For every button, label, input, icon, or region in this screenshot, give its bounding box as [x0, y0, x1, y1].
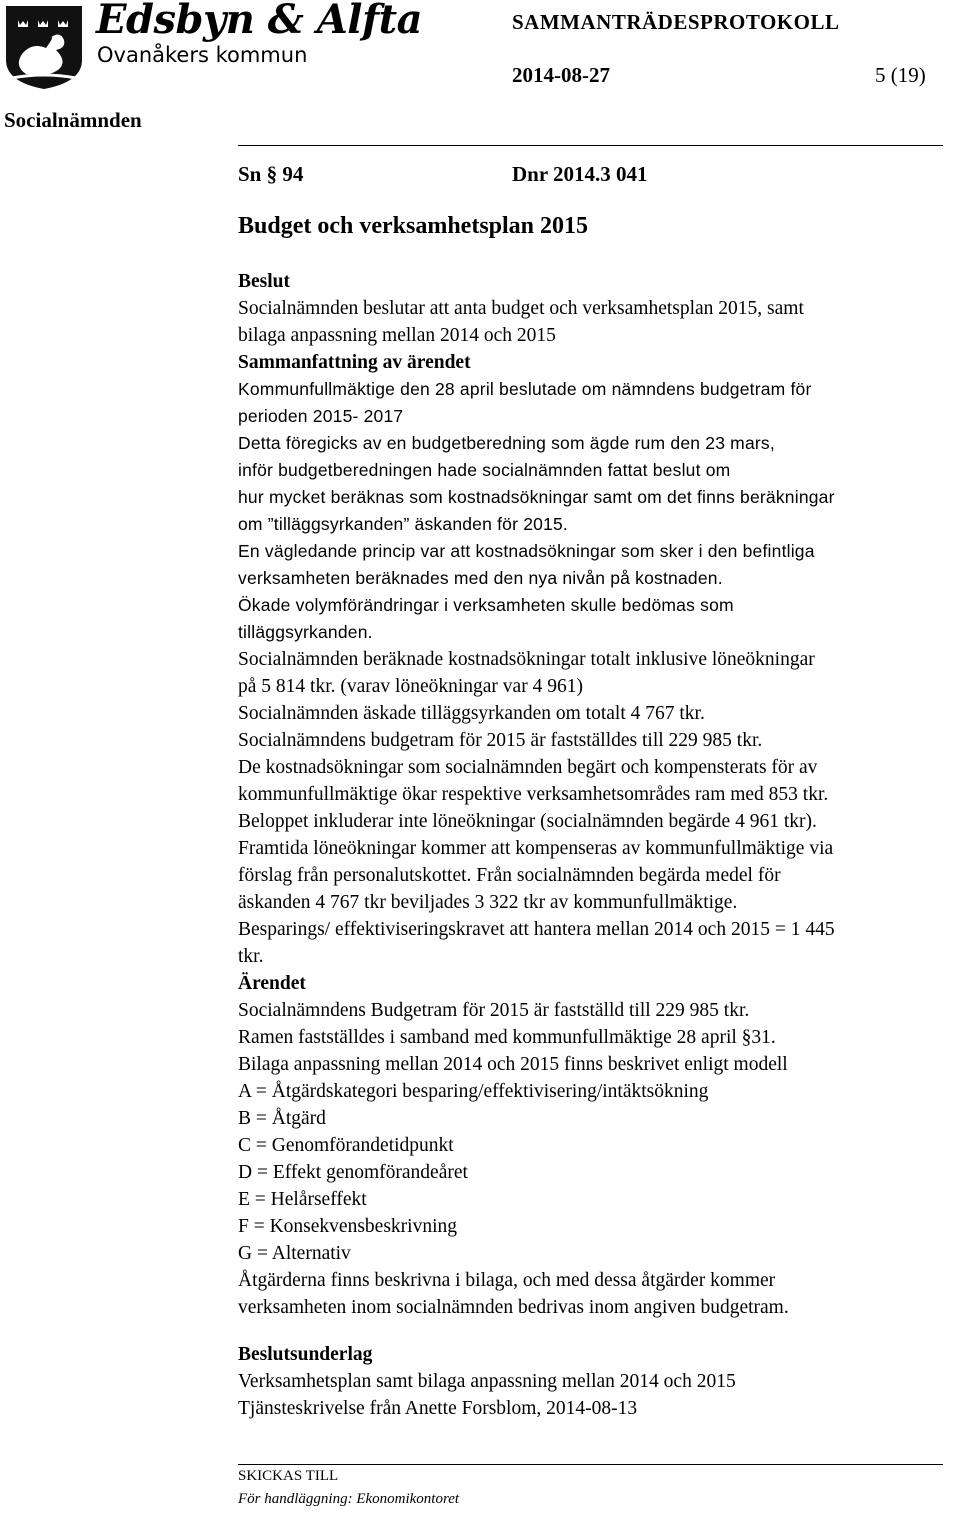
logo-name: Edsbyn & Alfta: [96, 0, 423, 43]
text-line: E = Helårseffekt: [238, 1189, 367, 1210]
text-line: Beloppet inkluderar inte löneökningar (socialnämnden begärde 4 961 tkr).: [238, 811, 817, 832]
municipality-logo-emblem: [4, 4, 84, 90]
arendet-heading: Ärendet: [238, 973, 306, 994]
arendet-text: [238, 997, 956, 1321]
send-to-label: SKICKAS TILL: [238, 1468, 339, 1484]
beslutsunderlag-heading: Beslutsunderlag: [238, 1344, 373, 1365]
text-line: En vägledande princip var att kostnadsökningar som sker i den befintliga: [238, 541, 815, 561]
text-line: Ramen fastställdes i samband med kommunfullmäktige 28 april §31.: [238, 1027, 776, 1048]
text-line: Socialnämndens budgetram för 2015 är fastställdes till 229 985 tkr.: [238, 730, 763, 751]
text-line: Ökade volymförändringar i verksamheten skulle bedömas som: [238, 595, 734, 615]
text-line: om ”tilläggsyrkanden” äskanden för 2015.: [238, 514, 568, 534]
text-line: D = Effekt genomförandeåret: [238, 1162, 468, 1183]
text-line: Verksamhetsplan samt bilaga anpassning mellan 2014 och 2015: [238, 1371, 736, 1392]
text-line: inför budgetberedningen hade socialnämnden fattat beslut om: [238, 460, 731, 480]
text-line: förslag från personalutskottet. Från socialnämnden begärda medel för: [238, 865, 781, 886]
logo-subtitle: Ovanåkers kommun: [97, 43, 308, 67]
text-line: äskanden 4 767 tkr beviljades 3 322 tkr av kommunfullmäktige.: [238, 892, 738, 913]
sammanfattning-text: [238, 376, 956, 646]
text-line: B = Åtgärd: [238, 1108, 326, 1129]
beslutsunderlag-text: [238, 1368, 956, 1422]
text-line: Socialnämndens Budgetram för 2015 är fastställd till 229 985 tkr.: [238, 1000, 750, 1021]
text-line: Åtgärderna finns beskrivna i bilaga, och med dessa åtgärder kommer: [238, 1270, 776, 1291]
text-line: Bilaga anpassning mellan 2014 och 2015 finns beskrivet enligt modell: [238, 1054, 788, 1075]
text-line: Kommunfullmäktige den 28 april beslutade om nämndens budgetram för: [238, 379, 812, 399]
text-line: De kostnadsökningar som socialnämnden begärt och kompensterats för av: [238, 757, 818, 778]
text-line: tilläggsyrkanden.: [238, 622, 373, 642]
text-line: bilaga anpassning mellan 2014 och 2015: [238, 325, 556, 346]
beslut-heading: Beslut: [238, 271, 291, 292]
handling-recipient: För handläggning: Ekonomikontoret: [238, 1491, 460, 1507]
text-line: Tjänsteskrivelse från Anette Forsblom, 2014-08-13: [238, 1398, 638, 1419]
text-line: Detta föregicks av en budgetberedning som ägde rum den 23 mars,: [238, 433, 775, 453]
text-line: Framtida löneökningar kommer att kompenseras av kommunfullmäktige via: [238, 838, 834, 859]
text-line: hur mycket beräknas som kostnadsökningar samt om det finns beräkningar: [238, 487, 835, 507]
text-line: tkr.: [238, 946, 264, 967]
sammanfattning-text-continued: [238, 646, 956, 970]
sammanfattning-heading: Sammanfattning av ärendet: [238, 352, 471, 373]
text-line: C = Genomförandetidpunkt: [238, 1135, 454, 1156]
text-line: kommunfullmäktige ökar respektive verksamhetsområdes ram med 853 tkr.: [238, 784, 829, 805]
text-line: Besparings/ effektiviseringskravet att hantera mellan 2014 och 2015 = 1 445: [238, 919, 835, 940]
case-paragraph-number: Sn § 94: [238, 162, 304, 186]
case-title: Budget och verksamhetsplan 2015: [238, 213, 589, 239]
text-line: verksamheten beräknades med den nya nivån på kostnaden.: [238, 568, 723, 588]
document-body: [238, 268, 956, 1422]
document-date: 2014-08-27: [512, 63, 610, 87]
organization-name: Socialnämnden: [4, 108, 142, 132]
footer-divider: [238, 1464, 943, 1465]
text-line: Socialnämnden beräknade kostnadsökningar totalt inklusive löneökningar: [238, 649, 815, 670]
text-line: F = Konsekvensbeskrivning: [238, 1216, 457, 1237]
text-line: A = Åtgärdskategori besparing/effektivisering/intäktsökning: [238, 1081, 709, 1102]
document-type: SAMMANTRÄDESPROTOKOLL: [512, 10, 840, 34]
text-line: på 5 814 tkr. (varav löneökningar var 4 961): [238, 676, 583, 697]
text-line: Socialnämnden beslutar att anta budget och verksamhetsplan 2015, samt: [238, 298, 804, 319]
header-divider: [238, 145, 943, 146]
text-line: Socialnämnden äskade tilläggsyrkanden om totalt 4 767 tkr.: [238, 703, 705, 724]
text-line: verksamheten inom socialnämnden bedrivas inom angiven budgetram.: [238, 1297, 789, 1318]
case-diary-number: Dnr 2014.3 041: [512, 162, 648, 186]
text-line: perioden 2015- 2017: [238, 406, 404, 426]
text-line: G = Alternativ: [238, 1243, 351, 1264]
page-number: 5 (19): [875, 63, 926, 87]
beslut-text: [238, 295, 956, 349]
